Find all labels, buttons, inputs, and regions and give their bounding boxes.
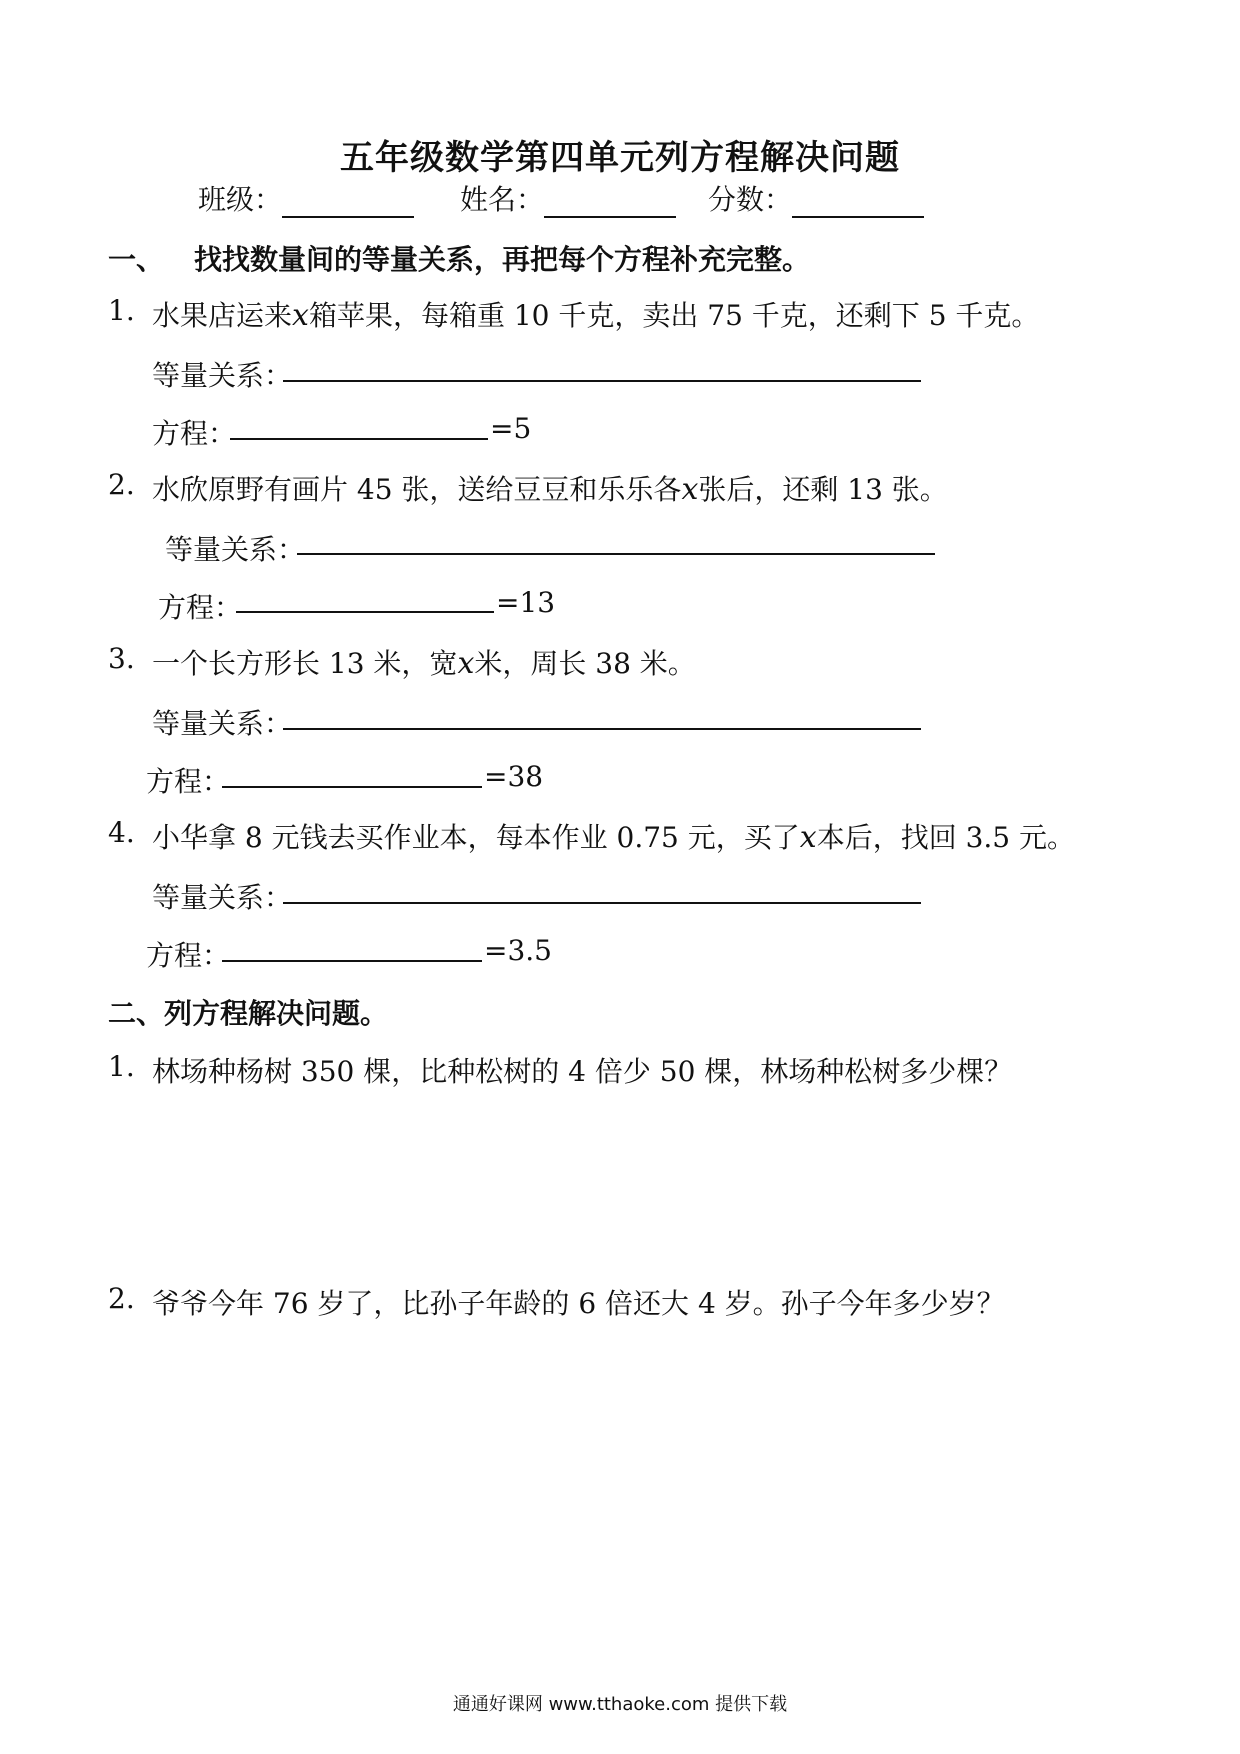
s1-q2-text-b: 张后，还剩 13 张。: [698, 473, 948, 506]
s1-q1-text: [152, 294, 1039, 334]
s1-q4-text-a: 小华拿 8 元钱去买作业本，每本作业 0.75 元，买了: [152, 821, 800, 854]
page-title: 五年级数学第四单元列方程解决问题: [340, 138, 900, 178]
name-blank[interactable]: [544, 186, 676, 218]
section1-text: 找找数量间的等量关系，再把每个方程补充完整。: [194, 243, 811, 276]
s1-q1-text-b: 箱苹果，每箱重 10 千克，卖出 75 千克，还剩下 5 千克。: [308, 299, 1040, 332]
s1-q2-text: [152, 468, 948, 508]
name-field: [460, 178, 676, 218]
score-label: 分数：: [708, 183, 793, 216]
s1-q3-text: [152, 642, 696, 682]
s1-q3-relation-label: 等量关系：: [152, 707, 293, 740]
s2-q1-answer-area[interactable]: [152, 1100, 952, 1260]
s1-q3-equation-blank[interactable]: [222, 786, 482, 788]
s1-q4-equation-blank[interactable]: [222, 960, 482, 962]
s1-q4-equation-rhs: =3.5: [484, 934, 552, 967]
s2-q1-number: 1.: [108, 1050, 135, 1083]
s2-q1-text: 林场种杨树 350 棵，比种松树的 4 倍少 50 棵，林场种松树多少棵？: [152, 1055, 1013, 1088]
s1-q3-equation-label: 方程：: [146, 765, 231, 798]
section1-heading: [108, 238, 810, 278]
s1-q2-number: 2.: [108, 468, 135, 501]
s1-q4-text-b: 本后，找回 3.5 元。: [816, 821, 1076, 854]
s1-q3-relation-blank[interactable]: [283, 728, 921, 730]
s1-q1-equation-blank[interactable]: [230, 438, 488, 440]
s1-q1-equation-label: 方程：: [152, 417, 237, 450]
name-label: 姓名：: [460, 183, 545, 216]
s1-q1-number: 1.: [108, 294, 135, 327]
s1-q3-number: 3.: [108, 642, 135, 675]
variable-x: x: [799, 820, 817, 855]
s1-q4-equation-label: 方程：: [146, 939, 231, 972]
variable-x: x: [457, 646, 475, 681]
s2-q2-answer-area[interactable]: [152, 1332, 952, 1632]
s1-q1-relation-blank[interactable]: [283, 380, 921, 382]
s1-q1-equation-rhs: =5: [490, 412, 532, 445]
s1-q4-relation-blank[interactable]: [283, 902, 921, 904]
score-blank[interactable]: [792, 186, 924, 218]
variable-x: x: [681, 472, 699, 507]
footer-credit: 通通好课网 www.tthaoke.com 提供下载: [452, 1694, 788, 1715]
s1-q2-relation-label: 等量关系：: [165, 533, 306, 566]
s1-q4-number: 4.: [108, 816, 135, 849]
section2-heading: 二、列方程解决问题。: [108, 997, 389, 1030]
s1-q2-equation-blank[interactable]: [236, 611, 494, 613]
s1-q3-text-b: 米，周长 38 米。: [474, 647, 696, 680]
s1-q1-relation-label: 等量关系：: [152, 359, 293, 392]
s2-q2-text: 爷爷今年 76 岁了，比孙子年龄的 6 倍还大 4 岁。孙子今年多少岁？: [152, 1287, 1005, 1320]
s1-q2-equation-rhs: =13: [496, 586, 556, 619]
section1-label: 一、: [108, 243, 165, 276]
variable-x: x: [292, 298, 309, 333]
s1-q2-text-a: 水欣原野有画片 45 张，送给豆豆和乐乐各: [152, 473, 682, 506]
score-field: [708, 178, 924, 218]
class-field: [198, 178, 414, 218]
class-blank[interactable]: [282, 186, 414, 218]
s1-q1-text-a: 水果店运来: [152, 299, 293, 332]
s1-q2-relation-blank[interactable]: [297, 553, 935, 555]
s1-q4-relation-label: 等量关系：: [152, 881, 293, 914]
s1-q4-text: [152, 816, 1075, 856]
s1-q2-equation-label: 方程：: [158, 591, 243, 624]
class-label: 班级：: [198, 183, 283, 216]
s1-q3-text-a: 一个长方形长 13 米，宽: [152, 647, 458, 680]
s1-q3-equation-rhs: =38: [484, 760, 544, 793]
s2-q2-number: 2.: [108, 1282, 135, 1315]
